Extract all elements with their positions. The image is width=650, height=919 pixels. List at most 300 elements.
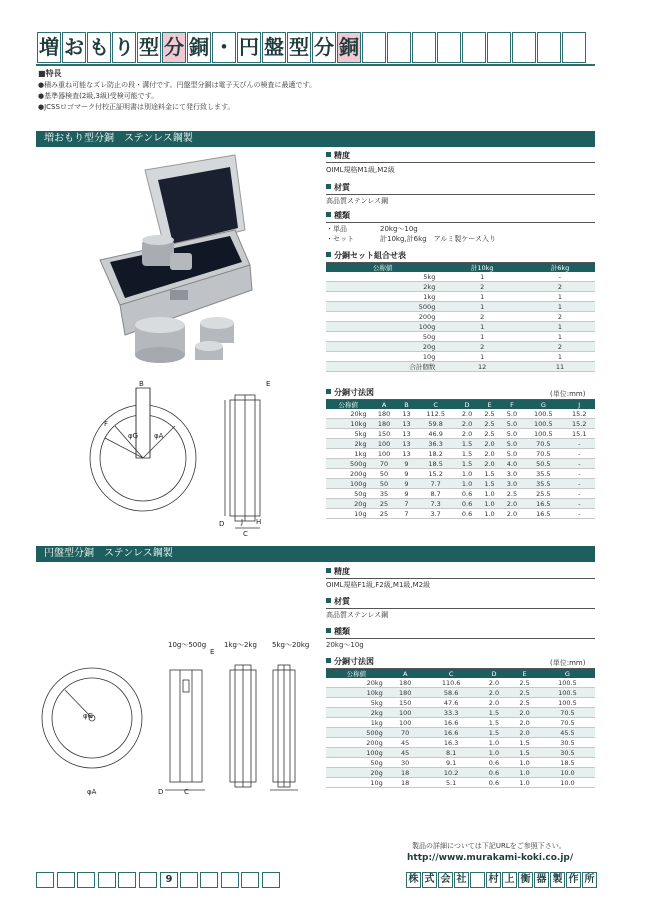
table-cell: 1.5 bbox=[478, 469, 500, 479]
table-cell: 1.0 bbox=[478, 509, 500, 519]
footer-empty-tile bbox=[262, 872, 280, 888]
table-cell: 3.0 bbox=[501, 469, 523, 479]
table-cell: - bbox=[564, 479, 595, 489]
table-cell: 2.0 bbox=[478, 449, 500, 459]
table-cell: 2 bbox=[439, 312, 525, 322]
table-header-cell: 計6kg bbox=[525, 263, 595, 272]
table-cell: 0.6 bbox=[479, 768, 510, 778]
table-cell: 2.0 bbox=[479, 698, 510, 708]
s1-label-e: E bbox=[266, 380, 271, 388]
table-row bbox=[326, 449, 595, 459]
table-cell: 50.5 bbox=[523, 459, 563, 469]
table-row bbox=[326, 748, 595, 758]
table-cell: 1.0 bbox=[479, 748, 510, 758]
table-cell: 11 bbox=[525, 362, 595, 372]
table-row bbox=[326, 698, 595, 708]
table-cell: - bbox=[564, 499, 595, 509]
table-cell: 0.6 bbox=[456, 489, 478, 499]
s1-type-label-1: ・単品 bbox=[326, 225, 347, 233]
table-cell: 16.6 bbox=[424, 718, 479, 728]
table-cell: 100.5 bbox=[523, 409, 563, 419]
footer-url[interactable]: http://www.murakami-koki.co.jp/ bbox=[407, 853, 574, 863]
table-cell: 2.5 bbox=[509, 698, 540, 708]
table-cell: 1.0 bbox=[478, 489, 500, 499]
table-cell: 25 bbox=[371, 509, 398, 519]
table-header-cell: E bbox=[509, 669, 540, 678]
table-cell: 10g bbox=[326, 509, 371, 519]
set-combination-table bbox=[326, 263, 595, 372]
table-cell: 3.7 bbox=[415, 509, 455, 519]
table-cell: 35.5 bbox=[523, 479, 563, 489]
table-cell: 2kg bbox=[326, 708, 387, 718]
table-cell: - bbox=[564, 469, 595, 479]
table-row bbox=[326, 678, 595, 688]
table-cell: 13 bbox=[398, 449, 416, 459]
s1-label-a: φA bbox=[154, 432, 164, 440]
features-heading: ■特長 bbox=[38, 69, 62, 78]
company-char bbox=[470, 872, 485, 888]
footer-empty-tile bbox=[200, 872, 218, 888]
s2-dimension-table bbox=[326, 669, 595, 788]
table-row bbox=[326, 439, 595, 449]
table-cell: 15.1 bbox=[564, 429, 595, 439]
table-cell: 5.0 bbox=[501, 429, 523, 439]
table-cell: 2 bbox=[525, 282, 595, 292]
table-cell: 1 bbox=[439, 272, 525, 282]
table-row bbox=[326, 322, 595, 332]
table-cell: 16.6 bbox=[424, 728, 479, 738]
company-char: 株 bbox=[406, 872, 421, 888]
table-header-cell: 公称値 bbox=[326, 669, 387, 678]
table-cell: 7.7 bbox=[415, 479, 455, 489]
table-cell: 45 bbox=[387, 738, 424, 748]
title-rule bbox=[36, 64, 595, 66]
table-row bbox=[326, 499, 595, 509]
s2-label-a: φA bbox=[87, 788, 97, 796]
table-cell: 47.6 bbox=[424, 698, 479, 708]
table-cell: 58.6 bbox=[424, 688, 479, 698]
table-cell: 100 bbox=[387, 718, 424, 728]
table-cell: 1.5 bbox=[509, 738, 540, 748]
table-cell: 10g bbox=[326, 778, 387, 788]
footer-note: 製品の詳細については下記URLをご参照下さい。 bbox=[412, 842, 566, 850]
table-cell: 5kg bbox=[326, 272, 439, 282]
table-cell: 1kg bbox=[326, 718, 387, 728]
table-cell: 1 bbox=[439, 352, 525, 362]
table-cell: 5.0 bbox=[501, 449, 523, 459]
table-cell: 25.5 bbox=[523, 489, 563, 499]
table-cell: 18.5 bbox=[540, 758, 595, 768]
s2-view-label-1: 10g～500g bbox=[168, 641, 207, 649]
footer-empty-tile bbox=[241, 872, 259, 888]
table-cell: 36.3 bbox=[415, 439, 455, 449]
table-cell: 5.1 bbox=[424, 778, 479, 788]
table-cell: 2.0 bbox=[456, 409, 478, 419]
table-cell: 2.0 bbox=[456, 429, 478, 439]
s2-view-label-2: 1kg～2kg bbox=[224, 641, 257, 649]
s2-types-value: 20kg～10g bbox=[326, 641, 364, 649]
table-cell: 35 bbox=[371, 489, 398, 499]
table-cell: 1.0 bbox=[456, 469, 478, 479]
table-cell: 合計個数 bbox=[326, 362, 439, 372]
table-cell: 12 bbox=[439, 362, 525, 372]
table-cell: 1.5 bbox=[479, 708, 510, 718]
table-cell: 500g bbox=[326, 459, 371, 469]
table-cell: 70.5 bbox=[540, 708, 595, 718]
table-cell: 1kg bbox=[326, 449, 371, 459]
table-cell: 100g bbox=[326, 322, 439, 332]
table-cell: 70 bbox=[371, 459, 398, 469]
table-cell: - bbox=[564, 489, 595, 499]
footer-empty-tile bbox=[221, 872, 239, 888]
table-cell: 5.0 bbox=[501, 409, 523, 419]
table-header-cell: A bbox=[371, 400, 398, 409]
title-empty-tile bbox=[562, 32, 586, 63]
table-cell: 16.3 bbox=[424, 738, 479, 748]
table-row bbox=[326, 778, 595, 788]
table-cell: 5kg bbox=[326, 429, 371, 439]
table-cell: 100.5 bbox=[523, 419, 563, 429]
table-cell: 13 bbox=[398, 419, 416, 429]
title-char: 分 bbox=[312, 32, 336, 63]
table-cell: 1 bbox=[439, 302, 525, 312]
table-cell: 0.6 bbox=[456, 499, 478, 509]
title-char: 増 bbox=[37, 32, 61, 63]
table-row bbox=[326, 352, 595, 362]
table-cell: 112.5 bbox=[415, 409, 455, 419]
s1-label-c: C bbox=[243, 530, 248, 538]
title-empty-tile bbox=[537, 32, 561, 63]
table-header-cell: 公称値 bbox=[326, 400, 371, 409]
table-header-cell: G bbox=[540, 669, 595, 678]
feature-item-1: ●積み重ね可能なズレ防止の段・溝付です。円盤型分銅は電子天びんの検査に最適です。 bbox=[38, 81, 316, 89]
table-cell: 3.0 bbox=[501, 479, 523, 489]
table-cell: 20kg bbox=[326, 409, 371, 419]
table-cell: 1 bbox=[439, 332, 525, 342]
table-cell: 2.0 bbox=[509, 718, 540, 728]
title-char: 型 bbox=[287, 32, 311, 63]
table-cell: 2.0 bbox=[509, 708, 540, 718]
table-cell: 2.5 bbox=[478, 409, 500, 419]
table-cell: 100.5 bbox=[523, 429, 563, 439]
page-number: 9 bbox=[160, 872, 178, 888]
table-cell: 50 bbox=[371, 469, 398, 479]
table-cell: 180 bbox=[387, 678, 424, 688]
table-cell: 35.5 bbox=[523, 469, 563, 479]
table-cell: 200g bbox=[326, 312, 439, 322]
s1-precision-heading: 精度 bbox=[326, 150, 595, 163]
table-header-cell: 公称値 bbox=[326, 263, 439, 272]
table-cell: 0.6 bbox=[479, 778, 510, 788]
title-char: ・ bbox=[212, 32, 236, 63]
footer-empty-tile bbox=[57, 872, 75, 888]
table-row bbox=[326, 312, 595, 322]
table-cell: 10.0 bbox=[540, 768, 595, 778]
table-cell: 1.5 bbox=[479, 718, 510, 728]
table-cell: 2.5 bbox=[501, 489, 523, 499]
s1-type-value-1: 20kg～10g bbox=[380, 225, 418, 233]
table-cell: 1.0 bbox=[478, 499, 500, 509]
table-cell: - bbox=[564, 509, 595, 519]
s1-label-h: H bbox=[256, 518, 262, 526]
s2-label-e: E bbox=[210, 648, 215, 656]
table-cell: 70.5 bbox=[540, 718, 595, 728]
table-cell: 25 bbox=[371, 499, 398, 509]
table-cell: 10g bbox=[326, 352, 439, 362]
title-empty-tile bbox=[437, 32, 461, 63]
table-cell: 70 bbox=[387, 728, 424, 738]
table-cell: 9 bbox=[398, 459, 416, 469]
table-cell: 5kg bbox=[326, 698, 387, 708]
table-cell: 100 bbox=[371, 449, 398, 459]
s1-label-g: φG bbox=[128, 432, 139, 440]
table-cell: 180 bbox=[387, 688, 424, 698]
table-cell: 180 bbox=[371, 409, 398, 419]
table-cell: 10.0 bbox=[540, 778, 595, 788]
s1-label-j: J bbox=[241, 518, 244, 526]
table-cell: 10kg bbox=[326, 419, 371, 429]
table-cell: 9 bbox=[398, 469, 416, 479]
table-row bbox=[326, 489, 595, 499]
company-char: 所 bbox=[582, 872, 597, 888]
table-cell: 18.2 bbox=[415, 449, 455, 459]
table-cell: 100.5 bbox=[540, 678, 595, 688]
table-header-cell: C bbox=[415, 400, 455, 409]
company-char: 作 bbox=[566, 872, 581, 888]
table-cell: 0.6 bbox=[456, 509, 478, 519]
table-row bbox=[326, 479, 595, 489]
company-char: 上 bbox=[502, 872, 517, 888]
s1-material: 高品質ステンレス鋼 bbox=[326, 197, 389, 205]
title-empty-tile bbox=[362, 32, 386, 63]
table-header-cell: J bbox=[564, 400, 595, 409]
title-char: 銅 bbox=[337, 32, 361, 63]
table-cell: 4.0 bbox=[501, 459, 523, 469]
table-cell: 1.5 bbox=[479, 728, 510, 738]
title-empty-tile bbox=[462, 32, 486, 63]
table-cell: - bbox=[564, 439, 595, 449]
table-cell: 1 bbox=[525, 292, 595, 302]
table-cell: 1 bbox=[439, 292, 525, 302]
table-cell: 1 bbox=[525, 332, 595, 342]
s1-precision: OIML規格M1級,M2級 bbox=[326, 166, 395, 174]
table-cell: 7 bbox=[398, 499, 416, 509]
table-cell: 2 bbox=[439, 282, 525, 292]
table-row bbox=[326, 272, 595, 282]
table-header-cell: E bbox=[478, 400, 500, 409]
table-header-cell: D bbox=[479, 669, 510, 678]
table-cell: 8.7 bbox=[415, 489, 455, 499]
table-header-cell: G bbox=[523, 400, 563, 409]
title-char: 銅 bbox=[187, 32, 211, 63]
table-cell: 1 bbox=[525, 302, 595, 312]
footer-empty-tile bbox=[118, 872, 136, 888]
table-cell: 100 bbox=[387, 708, 424, 718]
table-cell: 13 bbox=[398, 439, 416, 449]
table-cell: 1.5 bbox=[478, 479, 500, 489]
table-cell: 2.5 bbox=[509, 678, 540, 688]
s1-dim-unit: (単位:mm) bbox=[550, 390, 586, 398]
footer-empty-tile bbox=[180, 872, 198, 888]
title-empty-tile bbox=[387, 32, 411, 63]
table-cell: 18 bbox=[387, 768, 424, 778]
title-empty-tile bbox=[512, 32, 536, 63]
table-header-cell: 計10kg bbox=[439, 263, 525, 272]
company-char: 村 bbox=[486, 872, 501, 888]
table-cell: - bbox=[564, 459, 595, 469]
table-cell: 2.5 bbox=[478, 429, 500, 439]
table-row bbox=[326, 302, 595, 312]
table-cell: 45 bbox=[387, 748, 424, 758]
footer-empty-tile bbox=[98, 872, 116, 888]
table-cell: 1.5 bbox=[456, 449, 478, 459]
table-cell: 2.0 bbox=[478, 439, 500, 449]
company-char: 式 bbox=[422, 872, 437, 888]
table-cell: 2.0 bbox=[478, 459, 500, 469]
table-row bbox=[326, 342, 595, 352]
table-cell: 20g bbox=[326, 768, 387, 778]
table-row bbox=[326, 768, 595, 778]
table-cell: 200g bbox=[326, 469, 371, 479]
table-cell: 1.5 bbox=[456, 439, 478, 449]
s2-label-d: D bbox=[158, 788, 164, 796]
table-cell: 5.0 bbox=[501, 439, 523, 449]
s2-label-g: φG bbox=[83, 712, 94, 720]
table-row bbox=[326, 728, 595, 738]
title-char: 円 bbox=[237, 32, 261, 63]
company-char: 製 bbox=[550, 872, 565, 888]
table-cell: 200g bbox=[326, 738, 387, 748]
s2-types-heading: 種類 bbox=[326, 626, 595, 639]
table-row bbox=[326, 688, 595, 698]
table-row bbox=[326, 332, 595, 342]
section2-header: 円盤型分銅 ステンレス鋼製 bbox=[36, 546, 595, 562]
table-cell: 2kg bbox=[326, 439, 371, 449]
table-cell: 13 bbox=[398, 429, 416, 439]
table-cell: 1.0 bbox=[509, 758, 540, 768]
table-cell: 16.5 bbox=[523, 499, 563, 509]
table-row bbox=[326, 429, 595, 439]
table-row bbox=[326, 362, 595, 372]
company-char: 会 bbox=[438, 872, 453, 888]
table-cell: - bbox=[525, 272, 595, 282]
table-cell: 30 bbox=[387, 758, 424, 768]
title-char: も bbox=[87, 32, 111, 63]
table-cell: 7.3 bbox=[415, 499, 455, 509]
table-cell: 2.5 bbox=[509, 688, 540, 698]
table-cell: 100.5 bbox=[540, 688, 595, 698]
table-cell: 1 bbox=[525, 352, 595, 362]
table-cell: 100g bbox=[326, 748, 387, 758]
table-cell: 59.8 bbox=[415, 419, 455, 429]
table-row bbox=[326, 459, 595, 469]
s2-dim-heading: 分銅寸法図 bbox=[326, 656, 595, 669]
table-cell: 2.0 bbox=[456, 419, 478, 429]
table-cell: 18 bbox=[387, 778, 424, 788]
table-cell: 0.6 bbox=[479, 758, 510, 768]
table-cell: 33.3 bbox=[424, 708, 479, 718]
table-cell: 2.0 bbox=[501, 509, 523, 519]
table-cell: 2.0 bbox=[501, 499, 523, 509]
table-cell: 2.0 bbox=[509, 728, 540, 738]
table-row bbox=[326, 758, 595, 768]
table-cell: 1.0 bbox=[479, 738, 510, 748]
footer-empty-tile bbox=[139, 872, 157, 888]
s1-types-heading: 種類 bbox=[326, 210, 595, 223]
table-row bbox=[326, 509, 595, 519]
table-cell: 9 bbox=[398, 479, 416, 489]
section1-header: 増おもり型分銅 ステンレス鋼製 bbox=[36, 131, 595, 147]
table-cell: 30.5 bbox=[540, 748, 595, 758]
table-header-cell: A bbox=[387, 669, 424, 678]
table-cell: 30.5 bbox=[540, 738, 595, 748]
title-char: 盤 bbox=[262, 32, 286, 63]
table-cell: 100 bbox=[371, 439, 398, 449]
table-cell: 10kg bbox=[326, 688, 387, 698]
table-cell: 1 bbox=[525, 322, 595, 332]
s1-label-f: F bbox=[104, 420, 109, 428]
table-row bbox=[326, 292, 595, 302]
table-cell: 20g bbox=[326, 499, 371, 509]
table-cell: 1.0 bbox=[509, 768, 540, 778]
table-cell: 2 bbox=[525, 342, 595, 352]
title-empty-tile bbox=[412, 32, 436, 63]
footer-empty-tile bbox=[77, 872, 95, 888]
table-header-cell: B bbox=[398, 400, 416, 409]
s1-label-d: D bbox=[219, 520, 225, 528]
table-cell: 2 bbox=[439, 342, 525, 352]
table-cell: 45.5 bbox=[540, 728, 595, 738]
table-cell: 1.5 bbox=[509, 748, 540, 758]
table-cell: 500g bbox=[326, 302, 439, 312]
table-cell: 8.1 bbox=[424, 748, 479, 758]
table-row bbox=[326, 718, 595, 728]
table-cell: 9.1 bbox=[424, 758, 479, 768]
table-cell: 15.2 bbox=[415, 469, 455, 479]
table-cell: 2.0 bbox=[479, 678, 510, 688]
s2-dimension-drawing bbox=[40, 650, 320, 800]
s1-dim-heading: 分銅寸法図 bbox=[326, 387, 595, 400]
table-cell: 100.5 bbox=[540, 698, 595, 708]
title-char: 分 bbox=[162, 32, 186, 63]
table-cell: 2.0 bbox=[479, 688, 510, 698]
table-cell: 2 bbox=[525, 312, 595, 322]
product-photo bbox=[70, 150, 310, 370]
s2-view-label-3: 5kg～20kg bbox=[272, 641, 310, 649]
table-cell: 50g bbox=[326, 332, 439, 342]
company-char: 器 bbox=[534, 872, 549, 888]
table-cell: 46.9 bbox=[415, 429, 455, 439]
s1-set-heading: 分銅セット組合せ表 bbox=[326, 250, 595, 263]
s1-material-heading: 材質 bbox=[326, 182, 595, 195]
table-cell: 1 bbox=[439, 322, 525, 332]
s2-material: 高品質ステンレス鋼 bbox=[326, 611, 389, 619]
s1-label-b: B bbox=[139, 380, 144, 388]
title-char: り bbox=[112, 32, 136, 63]
table-cell: 150 bbox=[371, 429, 398, 439]
table-cell: 100g bbox=[326, 479, 371, 489]
feature-item-3: ●JCSSロゴマーク付校正証明書は別途料金にて発行致します。 bbox=[38, 103, 235, 111]
s1-type-value-2: 計10kg,計6kg アルミ製ケース入り bbox=[380, 235, 496, 243]
table-cell: 70.5 bbox=[523, 449, 563, 459]
table-cell: 150 bbox=[387, 698, 424, 708]
table-cell: 15.2 bbox=[564, 419, 595, 429]
s1-dimension-table bbox=[326, 400, 595, 519]
table-cell: 20g bbox=[326, 342, 439, 352]
table-cell: 13 bbox=[398, 409, 416, 419]
table-cell: 50g bbox=[326, 758, 387, 768]
feature-item-2: ●基準器検査(2級,3級)受検可能です。 bbox=[38, 92, 159, 100]
